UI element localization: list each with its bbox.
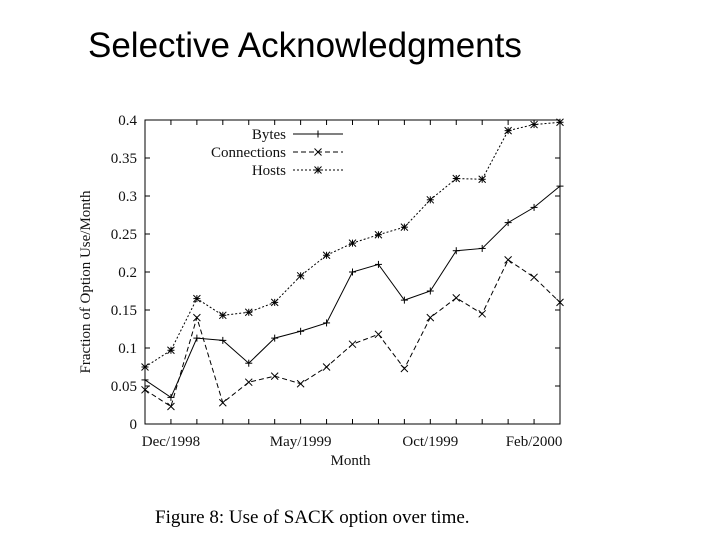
series-hosts (142, 119, 564, 371)
y-tick-label: 0 (129, 417, 137, 433)
slide-title: Selective Acknowledgments (88, 26, 522, 65)
series-line-bytes (145, 186, 560, 397)
y-tick-label: 0.25 (110, 227, 137, 243)
data-point-hosts (505, 127, 512, 134)
data-point-bytes (427, 288, 434, 295)
data-point-hosts (167, 347, 174, 354)
data-point-connections (245, 379, 252, 386)
series-line-connections (145, 260, 560, 407)
data-point-connections (479, 310, 486, 317)
data-point-hosts (323, 252, 330, 259)
data-point-hosts (297, 272, 304, 279)
y-tick-label: 0.1 (118, 341, 137, 357)
data-point-hosts (219, 312, 226, 319)
data-point-connections (427, 314, 434, 321)
data-point-connections (193, 314, 200, 321)
axes (78, 113, 562, 469)
data-point-connections (401, 365, 408, 372)
data-point-bytes (453, 247, 460, 254)
y-tick-label: 0.4 (118, 113, 137, 129)
y-axis-label: Fraction of Option Use/Month (78, 190, 94, 374)
legend-marker-hosts (315, 167, 322, 174)
data-point-connections (349, 341, 356, 348)
y-tick-label: 0.15 (110, 303, 137, 319)
data-point-connections (167, 403, 174, 410)
data-point-connections (505, 256, 512, 263)
data-point-bytes (401, 297, 408, 304)
series-layer (142, 119, 564, 410)
data-point-hosts (401, 224, 408, 231)
x-tick-label: Dec/1998 (141, 434, 201, 450)
y-tick-label: 0.35 (110, 151, 137, 167)
y-tick-label: 0.3 (118, 189, 137, 205)
figure-caption: Figure 8: Use of SACK option over time. (155, 507, 470, 528)
data-point-hosts (375, 231, 382, 238)
data-point-bytes (297, 328, 304, 335)
data-point-bytes (193, 335, 200, 342)
legend-marker-bytes (315, 131, 322, 138)
data-point-connections (271, 373, 278, 380)
data-point-bytes (142, 376, 149, 383)
data-point-connections (531, 274, 538, 281)
legend-label-hosts: Hosts (251, 163, 286, 179)
data-point-bytes (323, 319, 330, 326)
data-point-connections (297, 380, 304, 387)
series-bytes (142, 183, 564, 401)
data-point-hosts (193, 295, 200, 302)
x-tick-label: Feb/2000 (505, 434, 563, 450)
data-point-hosts (142, 364, 149, 371)
y-tick-label: 0.2 (118, 265, 137, 281)
data-point-hosts (245, 309, 252, 316)
data-point-connections (219, 399, 226, 406)
data-point-connections (375, 331, 382, 338)
data-point-hosts (453, 175, 460, 182)
x-axis-label: Month (330, 453, 371, 469)
data-point-hosts (349, 240, 356, 247)
y-tick-label: 0.05 (110, 379, 137, 395)
legend-label-connections: Connections (211, 145, 286, 161)
data-point-hosts (479, 176, 486, 183)
series-connections (142, 256, 564, 410)
x-tick-label: May/1999 (269, 434, 332, 450)
x-tick-label: Oct/1999 (402, 434, 459, 450)
data-point-connections (323, 364, 330, 371)
data-point-hosts (427, 196, 434, 203)
legend (211, 127, 343, 179)
data-point-connections (453, 294, 460, 301)
data-point-bytes (349, 269, 356, 276)
data-point-hosts (271, 299, 278, 306)
legend-label-bytes: Bytes (251, 127, 286, 143)
data-point-bytes (375, 261, 382, 268)
